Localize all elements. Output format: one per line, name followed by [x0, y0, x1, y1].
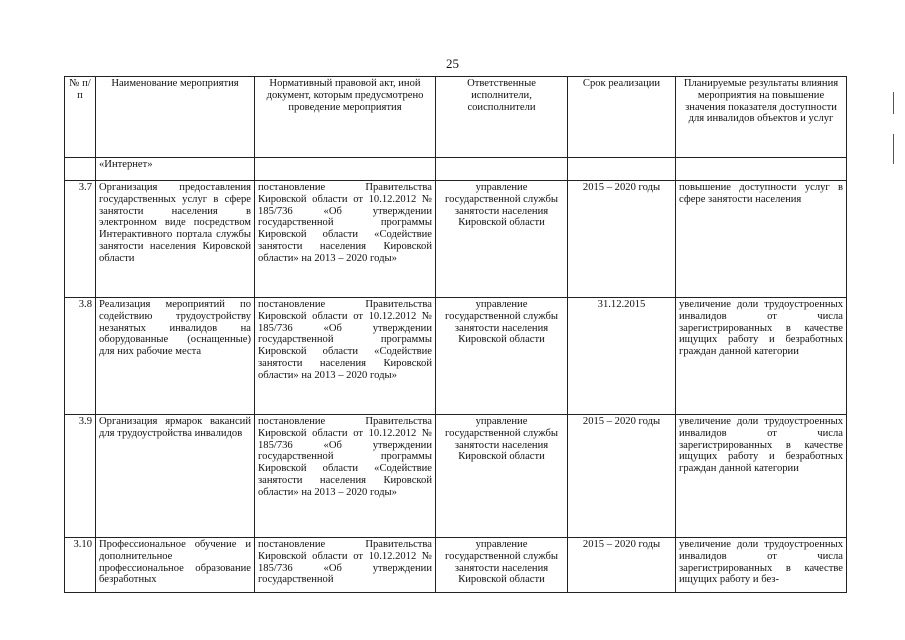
row-responsible: управление государственной службы занятости населения Кировской области: [436, 181, 568, 298]
header-num: № п/п: [65, 77, 96, 158]
row-responsible: управление государственной службы занятости населения Кировской области: [436, 298, 568, 415]
header-term: Срок реализации: [568, 77, 676, 158]
header-act: Нормативный правовой акт, иной документ, которым предусмотрено проведение мероприятия: [255, 77, 436, 158]
row-name: Реализация мероприятий по содействию трудоустройству незанятых инвалидов на оборудованные (оснащенные) для них рабочие места: [96, 298, 255, 415]
table-row: [65, 415, 847, 538]
row-result: увеличение доли трудоустроенных инвалидов от числа зарегистрированных в качестве ищущих работу и безработных граждан данной категории: [676, 298, 847, 415]
row-result: увеличение доли трудоустроенных инвалидов от числа зарегистрированных в качестве ищущих работу и без-: [676, 538, 847, 593]
row-name: Профессиональное обучение и дополнительное профессиональное образование безработных: [96, 538, 255, 593]
table-header-row: [65, 77, 847, 158]
row-num: 3.7: [65, 181, 96, 298]
row-term: 2015 – 2020 годы: [568, 415, 676, 538]
page-number: 25: [446, 56, 459, 71]
scan-margin-mark: [893, 92, 894, 114]
row-result: повышение доступности услуг в сфере занятости населения: [676, 181, 847, 298]
row-act: постановление Правительства Кировской области от 10.12.2012 № 185/736 «Об утверждении государственной: [255, 538, 436, 593]
row-name: Организация ярмарок вакансий для трудоустройства инвалидов: [96, 415, 255, 538]
activities-table: [64, 76, 847, 593]
row-name: Организация предоставления государственных услуг в сфере занятости населения в электронном виде посредством Интерактивного портала службы занятости населения Кировской области: [96, 181, 255, 298]
scan-margin-mark: [893, 134, 894, 164]
row-responsible: управление государственной службы занятости населения Кировской области: [436, 538, 568, 593]
row-term: 31.12.2015: [568, 298, 676, 415]
table-row: [65, 298, 847, 415]
row-act: постановление Правительства Кировской области от 10.12.2012 № 185/736 «Об утверждении государственной программы Кировской области «Содействие занятости населения Кировской области» на 2013 – 2020 годы»: [255, 415, 436, 538]
row-act: постановление Правительства Кировской области от 10.12.2012 № 185/736 «Об утверждении государственной программы Кировской области «Содействие занятости населения Кировской области» на 2013 – 2020 годы»: [255, 298, 436, 415]
row-result: увеличение доли трудоустроенных инвалидов от числа зарегистрированных в качестве ищущих работу и безработных граждан данной категории: [676, 415, 847, 538]
row-responsible: управление государственной службы занятости населения Кировской области: [436, 415, 568, 538]
header-name: Наименование мероприятия: [96, 77, 255, 158]
row-term: 2015 – 2020 годы: [568, 181, 676, 298]
table-row: [65, 538, 847, 593]
row-num: 3.8: [65, 298, 96, 415]
row-num: 3.10: [65, 538, 96, 593]
header-result: Планируемые результаты влияния мероприятия на повышение значения показателя доступности для инвалидов объектов и услуг: [676, 77, 847, 158]
table-row-continuation: [65, 158, 847, 181]
continuation-text: «Интернет»: [96, 158, 255, 181]
table-row: [65, 181, 847, 298]
row-num: 3.9: [65, 415, 96, 538]
header-responsible: Ответственные исполнители, соисполнители: [436, 77, 568, 158]
row-act: постановление Правительства Кировской области от 10.12.2012 № 185/736 «Об утверждении государственной программы Кировской области «Содействие занятости населения Кировской области» на 2013 – 2020 годы»: [255, 181, 436, 298]
row-term: 2015 – 2020 годы: [568, 538, 676, 593]
